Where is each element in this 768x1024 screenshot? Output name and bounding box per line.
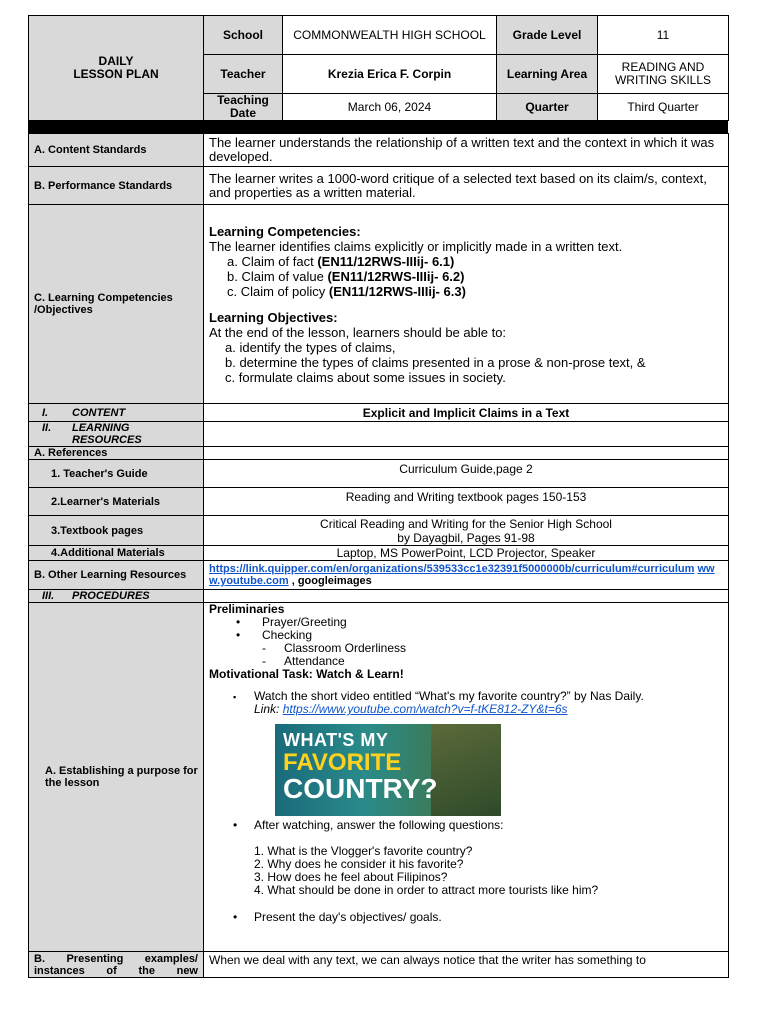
plan-title: DAILY LESSON PLAN [29,16,204,121]
learners-materials-value: Reading and Writing textbook pages 150-153 [204,488,729,516]
question-item: 4. What should be done in order to attract more tourists like him? [254,883,599,897]
learners-materials-label: 2.Learner's Materials [29,488,204,516]
references-label: A. References [29,447,204,460]
present-objectives: • Present the day's objectives/ goals. [209,911,723,924]
resources-value [204,422,729,447]
objective-item: a. identify the types of claims, [225,339,396,355]
competencies-cell [204,205,729,404]
header-table [28,15,729,121]
area-label: Learning Area [497,55,598,94]
video-link-line: Link: https://www.youtube.com/watch?v=f-tKE812-ZY&t=6s [254,702,568,716]
grade-value: 11 [598,16,729,55]
header-divider [28,121,728,133]
objective-item: c. formulate claims about some issues in society. [225,369,506,385]
claim-item: a. Claim of fact (EN11/12RWS-IIIij- 6.1) [227,253,455,269]
question-item: 3. How does he feel about Filipinos? [254,870,448,884]
after-watching: • After watching, answer the following questions: [209,819,723,832]
additional-materials-label: 4.Additional Materials [29,546,204,561]
teacher-value: Krezia Erica F. Corpin [283,55,497,94]
presenting-text: When we deal with any text, we can always notice that the writer has something to [204,952,729,978]
competencies-label: C. Learning Competencies /Objectives [29,205,204,404]
performance-standards-label: B. Performance Standards [29,167,204,205]
lesson-table [28,133,729,978]
attendance-item: - Attendance [209,655,723,668]
prayer-item: • Prayer/Greeting [209,616,723,629]
content-standards-label: A. Content Standards [29,134,204,167]
establishing-label: A. Establishing a purpose for the lesson [29,603,204,952]
competencies-heading: Learning Competencies: [209,223,361,239]
claim-item: b. Claim of value (EN11/12RWS-IIIij- 6.2) [227,268,465,284]
date-label: Teaching Date [204,94,283,121]
teachers-guide-label: 1. Teacher's Guide [29,460,204,488]
area-value: READING AND WRITING SKILLS [598,55,729,94]
content-value: Explicit and Implicit Claims in a Text [204,404,729,422]
question-item: 1. What is the Vlogger's favorite country? [254,844,473,858]
performance-standards-text: The learner writes a 1000-word critique of a selected text based on its claim/s, context, and properties as a written material. [204,167,729,205]
quarter-label: Quarter [497,94,598,121]
resources-label: II. LEARNING RESOURCES [29,422,204,447]
references-value [204,447,729,460]
objectives-intro: At the end of the lesson, learners should be able to: [209,324,507,340]
content-label: I. CONTENT [29,404,204,422]
question-item: 2. Why does he consider it his favorite? [254,857,464,871]
teachers-guide-value: Curriculum Guide,page 2 [204,460,729,488]
quarter-value: Third Quarter [598,94,729,121]
grade-label: Grade Level [497,16,598,55]
youtube-link[interactable]: www.youtube.com [209,563,715,587]
establishing-cell [204,603,729,952]
other-resources-value: https://link.quipper.com/en/organizations/539533cc1e32391f5000000b/curriculum#curriculum www.youtube.com , googleimages [204,561,729,590]
lesson-plan-page [28,15,728,978]
school-label: School [204,16,283,55]
objective-item: b. determine the types of claims presented in a prose & non-prose text, & [225,354,646,370]
content-standards-text: The learner understands the relationship of a written text and the context in which it was developed. [204,134,729,167]
orderliness-item: - Classroom Orderliness [209,642,723,655]
claim-item: c. Claim of policy (EN11/12RWS-IIIij- 6.3) [227,283,466,299]
school-value: COMMONWEALTH HIGH SCHOOL [283,16,497,55]
procedures-value [204,590,729,603]
competencies-intro: The learner identifies claims explicitly or implicitly made in a written text. [209,238,623,254]
other-resources-label: B. Other Learning Resources [29,561,204,590]
teacher-label: Teacher [204,55,283,94]
video-link[interactable]: https://www.youtube.com/watch?v=f-tKE812-ZY&t=6s [282,702,568,716]
objectives-heading: Learning Objectives: [209,309,338,325]
watch-instruction: ▪ Watch the short video entitled “What's my favorite country?” by Nas Daily. [209,690,723,703]
presenting-label: B. Presenting examples/ instances of the new [29,952,204,978]
motivational-task: Motivational Task: Watch & Learn! [209,667,404,681]
procedures-label: III. PROCEDURES [29,590,204,603]
thumbnail-scenery [431,724,501,816]
quipper-link[interactable]: https://link.quipper.com/en/organizations/539533cc1e32391f5000000b/curriculum#curriculum [209,563,695,575]
textbook-value: Critical Reading and Writing for the Senior High School by Dayagbil, Pages 91-98 [204,516,729,546]
date-value: March 06, 2024 [283,94,497,121]
video-thumbnail[interactable]: WHAT'S MY FAVORITE COUNTRY? [275,724,501,816]
checking-item: • Checking [209,629,723,642]
textbook-label: 3.Textbook pages [29,516,204,546]
additional-materials-value: Laptop, MS PowerPoint, LCD Projector, Speaker [204,546,729,561]
preliminaries-heading: Preliminaries [209,602,285,616]
